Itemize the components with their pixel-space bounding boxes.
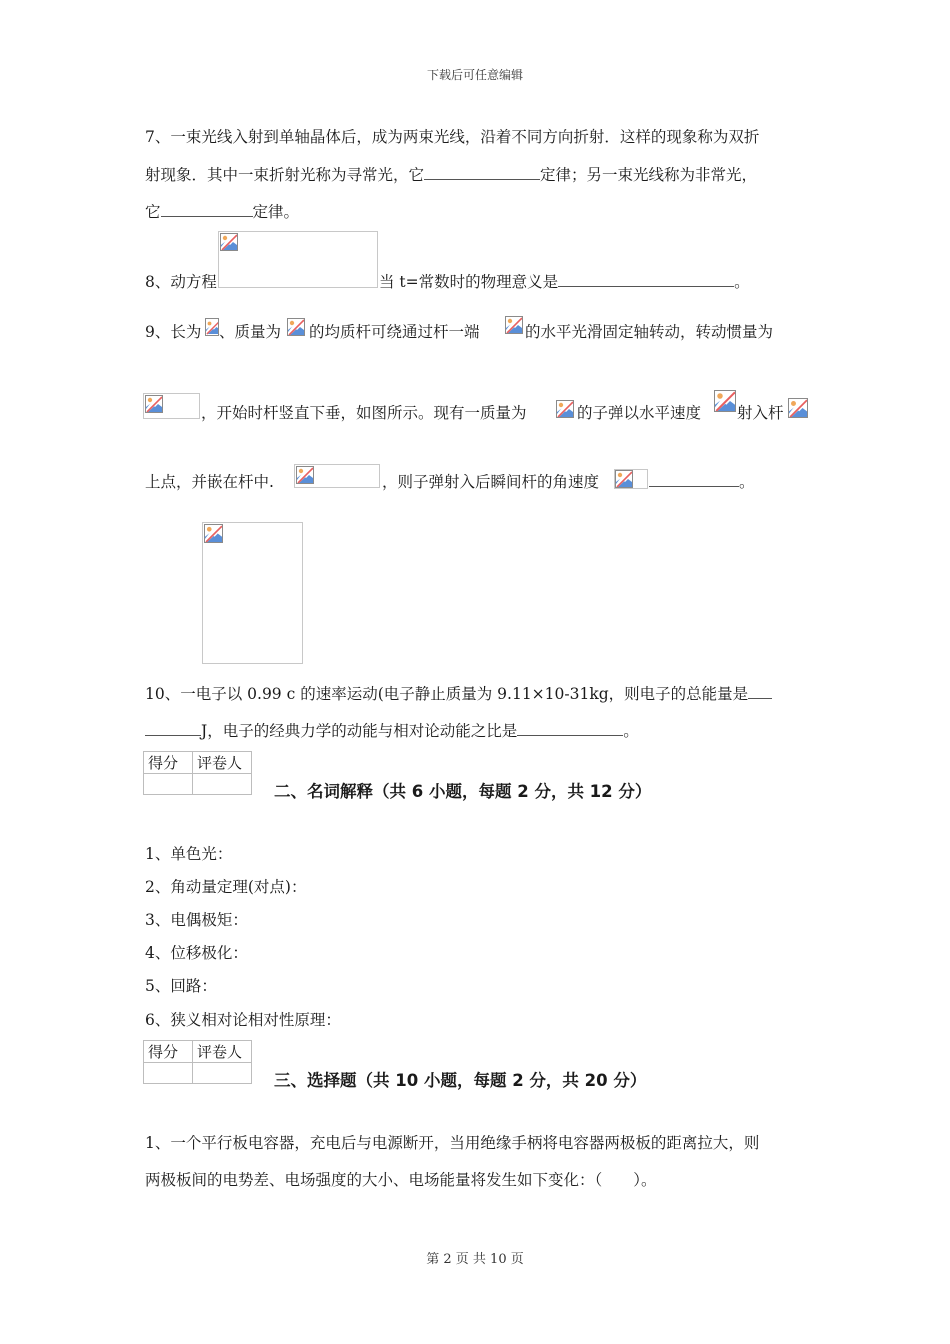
answer-blank [558,272,734,287]
q9-text-c: 的均质杆可绕通过杆一端 [309,323,480,341]
broken-image-icon [788,398,808,418]
score-label: 得分 [144,1041,193,1063]
list-item: 2、角动量定理(对点)： [145,878,307,896]
q10-text-1: 10、一电子以 0.99 c 的速率运动(电子静止质量为 9.11×10-31kg，则电子的总能量是 [145,685,749,703]
q10-line1 [145,684,772,704]
q7-text-3a: 它 [145,203,161,221]
q8-text-b: 当 t=常数时的物理意义是 [379,273,559,291]
q9-text-h: 上点，并嵌在杆中. [145,473,274,491]
page-footer: 第 2 页 共 10 页 [426,1252,524,1267]
grader-cell [193,1063,252,1084]
q9-text-i: ，则子弹射入后瞬间杆的角速度 [382,473,600,491]
broken-image-icon [615,470,633,488]
broken-image-icon [296,466,314,484]
grader-label: 评卷人 [193,752,252,774]
q9-text-b: 、质量为 [219,323,282,341]
answer-blank [517,721,623,736]
q7-text-2a: 射现象．其中一束折射光称为寻常光，它 [145,166,425,184]
list-item: 6、狭义相对论相对性原理： [145,1011,341,1029]
q10-text-2b: 。 [623,722,639,740]
q9-text-g: 射入杆 [737,404,784,422]
broken-image-icon [204,524,223,543]
q9-text-j: 。 [739,473,755,491]
score-cell [144,1063,193,1084]
q7-line1: 7、一束光线入射到单轴晶体后，成为两束光线，沿着不同方向折射．这样的现象称为双折 [145,128,760,146]
score-cell [144,774,193,795]
broken-image-icon [220,233,238,251]
q9-text-d: 的水平光滑固定轴转动，转动惯量为 [525,323,774,341]
grader-cell [193,774,252,795]
section2-title: 二、名词解释（共 6 小题，每题 2 分，共 12 分） [274,782,652,801]
broken-image-icon [287,318,305,336]
list-item: 1、单色光： [145,845,233,863]
s3-q1-line1: 1、一个平行板电容器，充电后与电源断开，当用绝缘手柄将电容器两极板的距离拉大，则 [145,1134,760,1152]
q7-text-2b: 定律；另一束光线称为非常光， [540,166,758,184]
q8-text-a: 8、动方程 [145,273,217,291]
list-item: 5、回路： [145,977,217,995]
equation-image-placeholder [218,231,378,288]
answer-blank [748,684,772,699]
list-item: 4、位移极化： [145,944,248,962]
s3-q1-line2: 两极板间的电势差、电场强度的大小、电场能量将发生如下变化：（ ）。 [145,1171,657,1189]
q9-text-f: 的子弹以水平速度 [577,404,702,422]
q8-line [379,272,750,292]
answer-blank [649,472,739,487]
q8-text-c: 。 [734,273,750,291]
q7-line2 [145,165,757,185]
score-label: 得分 [144,752,193,774]
broken-image-icon [145,395,163,413]
broken-image-icon [505,316,523,334]
q7-line3 [145,202,299,222]
section3-title: 三、选择题（共 10 小题，每题 2 分，共 20 分） [274,1071,647,1090]
broken-image-icon [556,400,574,418]
answer-blank [145,721,201,736]
q10-text-2a: J，电子的经典力学的动能与相对论动能之比是 [201,722,518,740]
list-item: 3、电偶极矩： [145,911,248,929]
score-table [143,751,252,795]
grader-label: 评卷人 [193,1041,252,1063]
q9-text-a: 9、长为 [145,323,202,341]
broken-image-icon [714,390,736,412]
q10-line2 [145,721,639,741]
q9-text-e: ，开始时杆竖直下垂，如图所示。现有一质量为 [201,404,527,422]
answer-blank [161,202,253,217]
page-header: 下载后可任意编辑 [426,68,523,82]
answer-blank [424,165,540,180]
q7-text-3b: 定律。 [252,203,300,221]
figure-image-placeholder [202,522,303,664]
q9-tail [649,472,755,492]
score-table [143,1040,252,1084]
broken-image-icon [205,318,219,336]
